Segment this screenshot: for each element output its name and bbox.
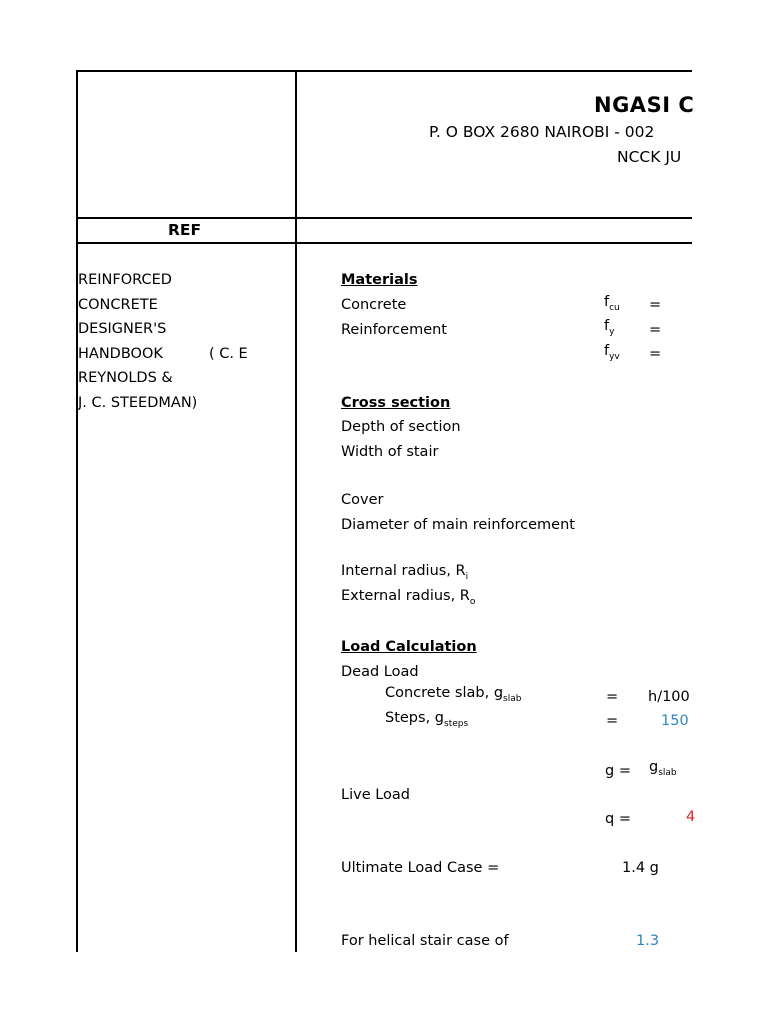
concrete-slab-label: Concrete slab, $g_{slab}$ <box>385 685 522 704</box>
steps-value: 150 <box>661 713 689 729</box>
fy-equals: = <box>649 322 662 338</box>
width-label: Width of stair <box>341 444 439 460</box>
slab-value: h/100 <box>648 689 690 705</box>
fyv-equals: = <box>649 346 662 362</box>
g-label: g = <box>605 763 631 779</box>
slab-equals: = <box>606 689 619 705</box>
live-load-label: Live Load <box>341 787 411 803</box>
company-name: NGASI C <box>594 93 695 117</box>
diameter-label: Diameter of main reinforcement <box>341 517 575 533</box>
fcu-equals: = <box>649 297 662 313</box>
dead-load-label: Dead Load <box>341 664 419 680</box>
frame-top-border <box>76 70 692 72</box>
header-bottom-border <box>76 217 692 219</box>
frame-column-divider <box>295 70 297 952</box>
concrete-label: Concrete <box>341 297 407 313</box>
fy-symbol: $f_y$ <box>604 318 615 337</box>
cover-label: Cover <box>341 492 384 508</box>
reference-line: J. C. STEEDMAN) <box>78 395 198 411</box>
q-value: 4 <box>686 809 696 825</box>
depth-label: Depth of section <box>341 419 461 435</box>
steps-equals: = <box>606 713 619 729</box>
ref-row-bottom-border <box>76 242 692 244</box>
external-radius-label: External radius, $R_o$ <box>341 588 476 607</box>
q-label: q = <box>605 811 631 827</box>
reference-line: HANDBOOK ( C. E <box>78 346 248 362</box>
reference-line: REINFORCED <box>78 272 172 288</box>
reference-line: REYNOLDS & <box>78 370 173 386</box>
fyv-symbol: $f_{yv}$ <box>604 343 620 362</box>
project-name: NCCK JU <box>617 148 682 166</box>
cross-section-heading: Cross section <box>341 395 451 411</box>
fcu-symbol: $f_{cu}$ <box>604 294 620 313</box>
reference-line: CONCRETE <box>78 297 158 313</box>
load-calculation-heading: Load Calculation <box>341 639 477 655</box>
reference-line: DESIGNER'S <box>78 321 167 337</box>
steps-label: Steps, $g_{steps}$ <box>385 710 469 729</box>
g-value: $g_{slab}$ <box>649 759 677 778</box>
internal-radius-label: Internal radius, $R_i$ <box>341 563 469 582</box>
reinforcement-label: Reinforcement <box>341 322 447 338</box>
company-address: P. O BOX 2680 NAIROBI - 002 <box>429 123 655 141</box>
materials-heading: Materials <box>341 272 418 288</box>
frame-left-border <box>76 70 78 952</box>
ultimate-load-label: Ultimate Load Case = <box>341 860 500 876</box>
helical-label: For helical stair case of <box>341 933 509 949</box>
ultimate-load-value: 1.4 g <box>622 860 659 876</box>
ref-column-heading: REF <box>168 221 202 239</box>
helical-value: 1.3 <box>636 933 660 949</box>
